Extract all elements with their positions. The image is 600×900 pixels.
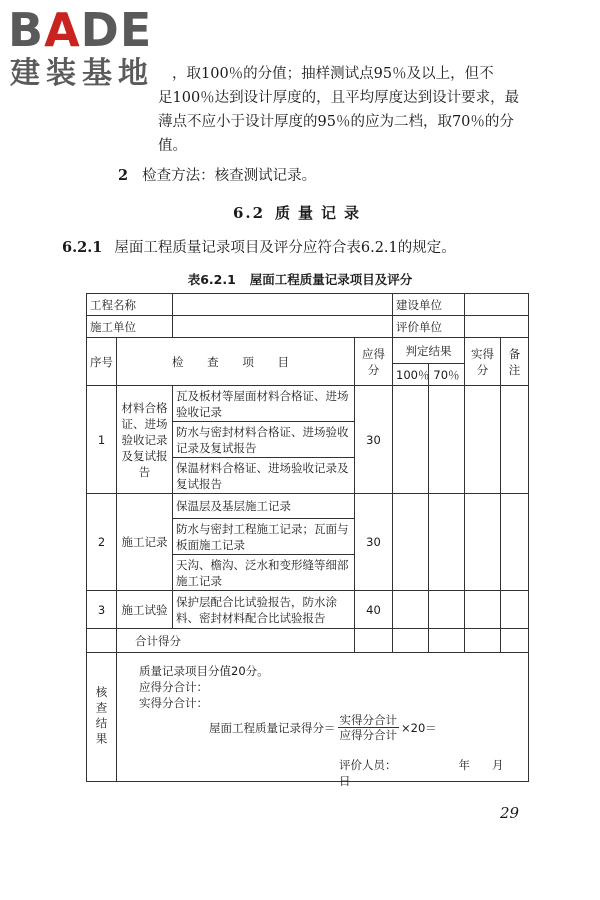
- row-score: 30: [355, 494, 393, 591]
- formula-right: ×20＝: [401, 720, 437, 735]
- row-actual: [465, 386, 501, 494]
- row-seq: 3: [87, 591, 117, 629]
- item-2: [118, 164, 316, 185]
- check-result-label-cell: [87, 653, 117, 782]
- table-caption: [0, 270, 600, 288]
- row-70: [429, 386, 465, 494]
- formula-numerator: 实得分合计: [339, 713, 397, 727]
- unit-info-row: [87, 316, 529, 338]
- row-actual: [465, 591, 501, 629]
- evaluator-signature-label: 评价人员：: [339, 758, 397, 772]
- check-line-2: 应得分合计：: [139, 680, 208, 694]
- table-title: 屋面工程质量记录项目及评分: [249, 272, 413, 287]
- logo-chinese: 建装基地: [10, 56, 154, 91]
- row-item: 保护层配合比试验报告，防水涂料、密封材料配合比试验报告: [173, 591, 355, 629]
- header-seq: 序号: [87, 338, 117, 386]
- row-category: 材料合格证、进场验收记录及复试报告: [117, 386, 173, 494]
- page-number: 29: [500, 804, 520, 822]
- table-number: 表6.2.1: [187, 272, 236, 287]
- signature-date: 年月日: [339, 758, 526, 788]
- total-blank: [87, 629, 117, 653]
- row-100: [393, 386, 429, 494]
- evaluator-value: [465, 316, 529, 338]
- row-category: 施工试验: [117, 591, 173, 629]
- signature-line: [339, 757, 528, 789]
- row-70: [429, 591, 465, 629]
- section-heading: [0, 202, 600, 223]
- bade-logo: [8, 3, 178, 92]
- row-score: 30: [355, 386, 393, 494]
- header-100: 100％: [393, 364, 429, 386]
- row-100: [393, 494, 429, 591]
- header-item: 检 查 项 目: [117, 338, 355, 386]
- total-remarks: [501, 629, 529, 653]
- row-score: 40: [355, 591, 393, 629]
- clause-6-2-1: [62, 236, 456, 257]
- continuation-first-line: ，取100％的分值；抽样测试点95％及以上，但不: [172, 66, 494, 82]
- total-should: [355, 629, 393, 653]
- project-name-label: 工程名称: [87, 294, 173, 316]
- check-line-1: 质量记录项目分值20分。: [139, 664, 269, 678]
- row-item: 防水与密封材料合格证、进场验收记录及复试报告: [173, 422, 355, 458]
- total-100: [393, 629, 429, 653]
- construction-value: [173, 316, 393, 338]
- total-actual: [465, 629, 501, 653]
- table-row: [87, 386, 529, 422]
- row-remarks: [501, 386, 529, 494]
- check-line-3: 实得分合计：: [139, 696, 208, 710]
- check-result-row: [87, 653, 529, 782]
- construction-label: 施工单位: [87, 316, 173, 338]
- formula-fraction: [338, 713, 400, 742]
- header-actual-score: 实得分: [465, 338, 501, 386]
- section-title: 质量记录: [275, 204, 368, 222]
- formula-left: 屋面工程质量记录得分＝: [209, 720, 336, 735]
- row-seq: 2: [87, 494, 117, 591]
- table-row: [87, 591, 529, 629]
- logo-latin: BADE: [8, 3, 153, 57]
- row-100: [393, 591, 429, 629]
- row-item: 防水与密封工程施工记录；瓦面与板面施工记录: [173, 519, 355, 555]
- header-70: 70％: [429, 364, 465, 386]
- row-item: 保温材料合格证、进场验收记录及复试报告: [173, 458, 355, 494]
- header-judgement: 判定结果: [393, 338, 465, 364]
- evaluator-label: 评价单位: [393, 316, 465, 338]
- row-seq: 1: [87, 386, 117, 494]
- row-item: 瓦及板材等屋面材料合格证、进场验收记录: [173, 386, 355, 422]
- score-formula: [209, 713, 437, 742]
- item-2-text: 检查方法：核查测试记录。: [142, 168, 317, 184]
- builder-label: 建设单位: [393, 294, 465, 316]
- project-name-value: [173, 294, 393, 316]
- project-info-row: [87, 294, 529, 316]
- builder-value: [465, 294, 529, 316]
- row-item: 天沟、檐沟、泛水和变形缝等细部施工记录: [173, 555, 355, 591]
- header-remarks: 备注: [501, 338, 529, 386]
- row-actual: [465, 494, 501, 591]
- row-item: 保温层及基层施工记录: [173, 494, 355, 519]
- header-row: [87, 338, 529, 364]
- total-row: [87, 629, 529, 653]
- section-number: 6.2: [232, 204, 266, 222]
- row-remarks: [501, 494, 529, 591]
- check-result-content: [117, 653, 529, 788]
- total-label: 合计得分: [117, 629, 355, 653]
- row-remarks: [501, 591, 529, 629]
- header-should-score: 应得分: [355, 338, 393, 386]
- table-row: [87, 494, 529, 519]
- clause-text: 屋面工程质量记录项目及评分应符合表6.2.1的规定。: [114, 240, 456, 256]
- clause-number: 6.2.1: [62, 239, 103, 256]
- quality-record-table: [86, 293, 529, 788]
- row-category: 施工记录: [117, 494, 173, 591]
- item-2-number: 2: [118, 167, 129, 184]
- check-result-label: 核查结果: [94, 686, 109, 748]
- continuation-rest: 足100％达到设计厚度的，且平均厚度达到设计要求，最薄点不应小于设计厚度的95％的应为二档，取70％的分值。: [158, 90, 520, 154]
- row-70: [429, 494, 465, 591]
- continuation-paragraph: [158, 62, 530, 158]
- formula-denominator: 应得分合计: [339, 728, 397, 742]
- total-70: [429, 629, 465, 653]
